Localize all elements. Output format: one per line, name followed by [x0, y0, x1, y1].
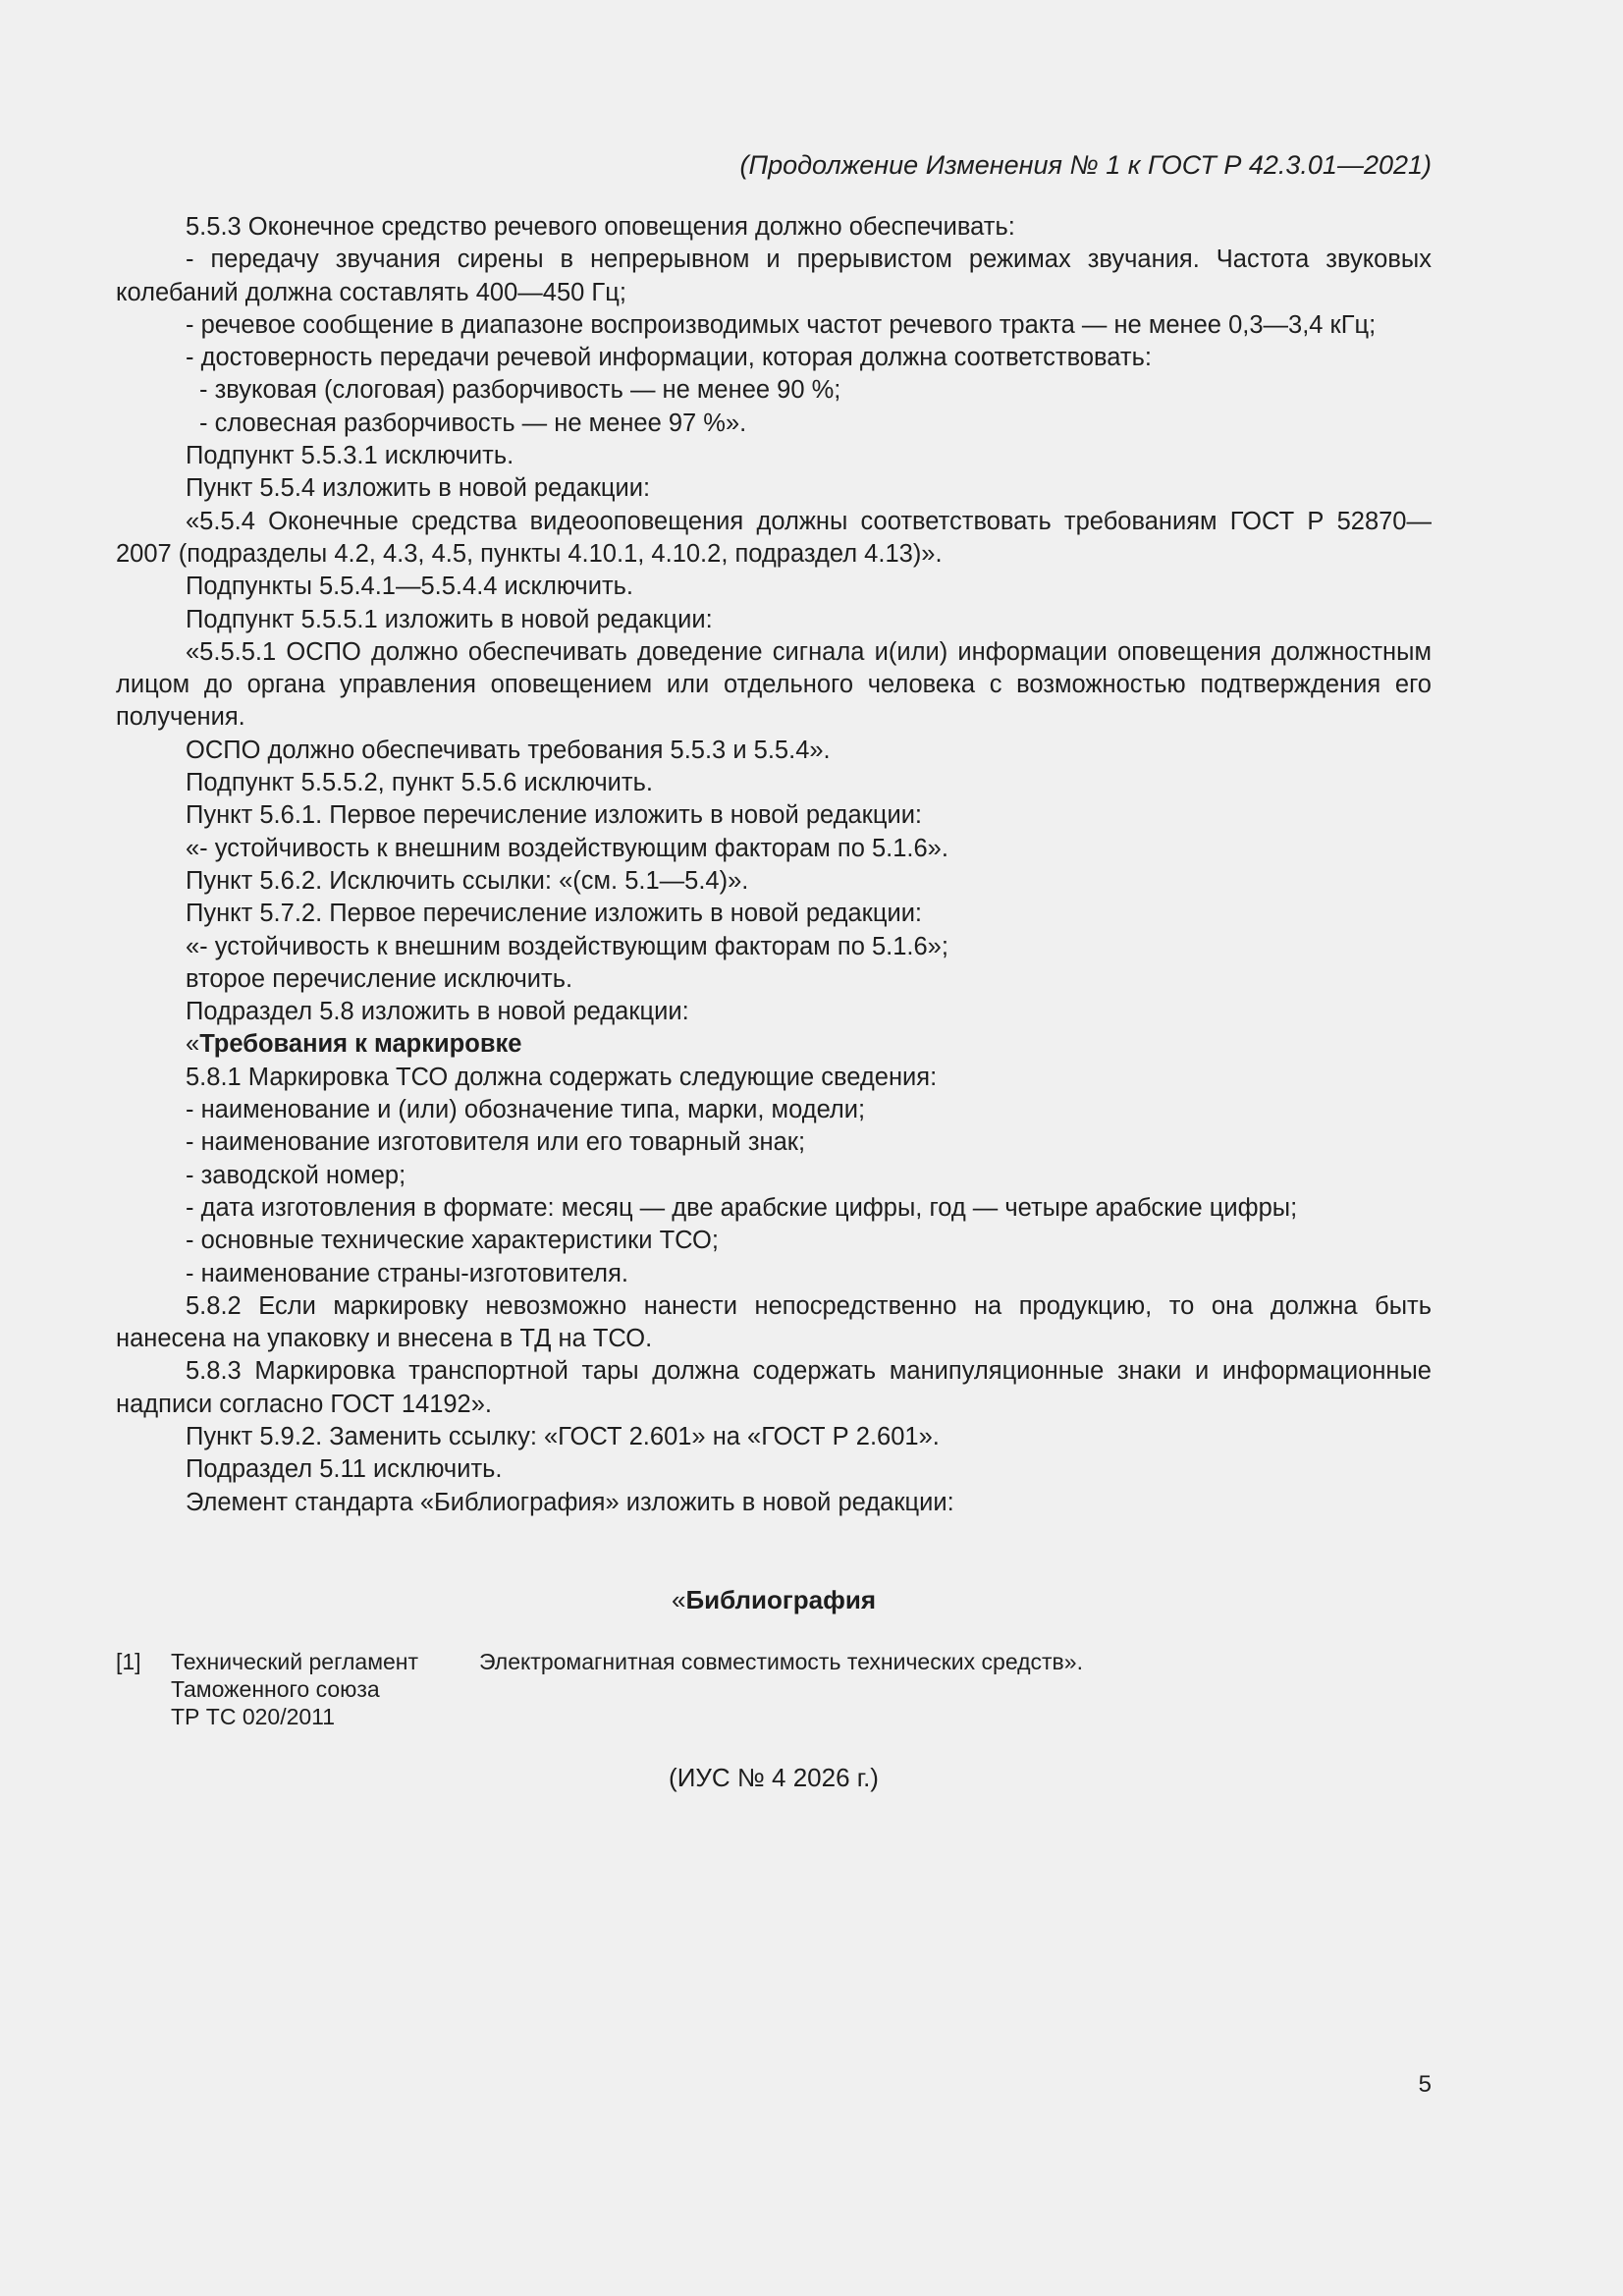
- instruction-line: Подпункт 5.5.3.1 исключить.: [186, 442, 514, 470]
- list-item: - достоверность передачи речевой информации, которая должна соответствовать:: [186, 344, 1152, 372]
- instruction-line: Пункт 5.5.4 изложить в новой редакции:: [186, 474, 651, 503]
- entry-document-line: Технический регламент: [171, 1649, 419, 1674]
- entry-number: [1]: [116, 1649, 141, 1674]
- list-item: - наименование страны-изготовителя.: [186, 1259, 628, 1287]
- list-item: - наименование изготовителя или его товарный знак;: [186, 1128, 806, 1157]
- open-quote: «: [671, 1585, 686, 1614]
- clause-5-5-5-1: «5.5.5.1 ОСПО должно обеспечивать доведение сигнала и(или) информации оповещения должностным лицом до органа управления оповещением или отдельного человека с возможностью подтверждения его получения.: [116, 637, 1432, 732]
- instruction-line: Пункт 5.6.1. Первое перечисление изложить в новой редакции:: [186, 801, 923, 830]
- instruction-line: Подраздел 5.11 исключить.: [186, 1455, 503, 1484]
- open-quote: «: [186, 1030, 200, 1059]
- clause-5-5-3: 5.5.3 Оконечное средство речевого оповещения должно обеспечивать:: [186, 213, 1015, 241]
- list-item: - заводской номер;: [186, 1161, 406, 1189]
- clause-text: «- устойчивость к внешним воздействующим факторам по 5.1.6».: [186, 834, 948, 862]
- list-item: - основные технические характеристики ТСО;: [186, 1227, 719, 1255]
- clause-5-8-3: 5.8.3 Маркировка транспортной тары должна содержать манипуляционные знаки и информационные надписи согласно ГОСТ 14192».: [116, 1357, 1432, 1418]
- entry-document: [171, 1648, 456, 1730]
- clause-5-8-1: 5.8.1 Маркировка ТСО должна содержать следующие сведения:: [186, 1063, 938, 1091]
- instruction-line: Подпункты 5.5.4.1—5.5.4.4 исключить.: [186, 573, 634, 601]
- continuation-header: (Продолжение Изменения № 1 к ГОСТ Р 42.3.01—2021): [739, 150, 1432, 180]
- page-number: 5: [1418, 2071, 1432, 2098]
- instruction-line: Элемент стандарта «Библиография» изложить в новой редакции:: [186, 1488, 954, 1516]
- list-subitem: - звуковая (слоговая) разборчивость — не менее 90 %;: [199, 376, 841, 405]
- list-subitem: - словесная разборчивость — не менее 97 %».: [199, 409, 747, 437]
- entry-document-line: Таможенного союза: [171, 1676, 380, 1702]
- instruction-line: Пункт 5.9.2. Заменить ссылку: «ГОСТ 2.601» на «ГОСТ Р 2.601».: [186, 1422, 940, 1450]
- instruction-line: Подпункт 5.5.5.1 изложить в новой редакции:: [186, 605, 713, 633]
- clause-5-5-4: «5.5.4 Оконечные средства видеооповещения должны соответствовать требованиям ГОСТ Р 52870—2007 (подразделы 4.2, 4.3, 4.5, пункты 4.10.1, 4.10.2, подраздел 4.13)».: [116, 507, 1432, 568]
- section-heading-5-8: [116, 1028, 1432, 1061]
- entry-document-line: ТР ТС 020/2011: [171, 1704, 336, 1729]
- ius-reference: (ИУС № 4 2026 г.): [669, 1763, 879, 1792]
- amendment-body: [116, 211, 1432, 1519]
- bibliography-title-text: Библиография: [685, 1585, 876, 1614]
- instruction-line: Подраздел 5.8 изложить в новой редакции:: [186, 998, 689, 1026]
- clause-5-8-2: 5.8.2 Если маркировку невозможно нанести непосредственно на продукцию, то она должна быть нанесена на упаковку и внесена в ТД на ТСО.: [116, 1291, 1432, 1353]
- list-item: - наименование и (или) обозначение типа, марки, модели;: [186, 1096, 866, 1124]
- list-item: - дата изготовления в формате: месяц — две арабские цифры, год — четыре арабские цифры;: [186, 1193, 1298, 1222]
- list-item: - передачу звучания сирены в непрерывном и прерывистом режимах звучания. Частота звуковых колебаний должна составлять 400—450 Гц;: [116, 246, 1432, 306]
- instruction-line: Подпункт 5.5.5.2, пункт 5.5.6 исключить.: [186, 769, 653, 797]
- instruction-line: Пункт 5.7.2. Первое перечисление изложить в новой редакции:: [186, 900, 923, 928]
- clause-text: «- устойчивость к внешним воздействующим факторам по 5.1.6»;: [186, 932, 948, 960]
- clause-text: второе перечисление исключить.: [186, 964, 573, 993]
- entry-title: Электромагнитная совместимость технических средств».: [479, 1649, 1083, 1674]
- clause-text: ОСПО должно обеспечивать требования 5.5.3 и 5.5.4».: [186, 736, 831, 764]
- list-item: - речевое сообщение в диапазоне воспроизводимых частот речевого тракта — не менее 0,3—3,4 кГц;: [186, 310, 1377, 339]
- heading-text: Требования к маркировке: [199, 1030, 522, 1059]
- instruction-line: Пункт 5.6.2. Исключить ссылки: «(см. 5.1—5.4)».: [186, 866, 749, 895]
- bibliography-title: [116, 1583, 1432, 1616]
